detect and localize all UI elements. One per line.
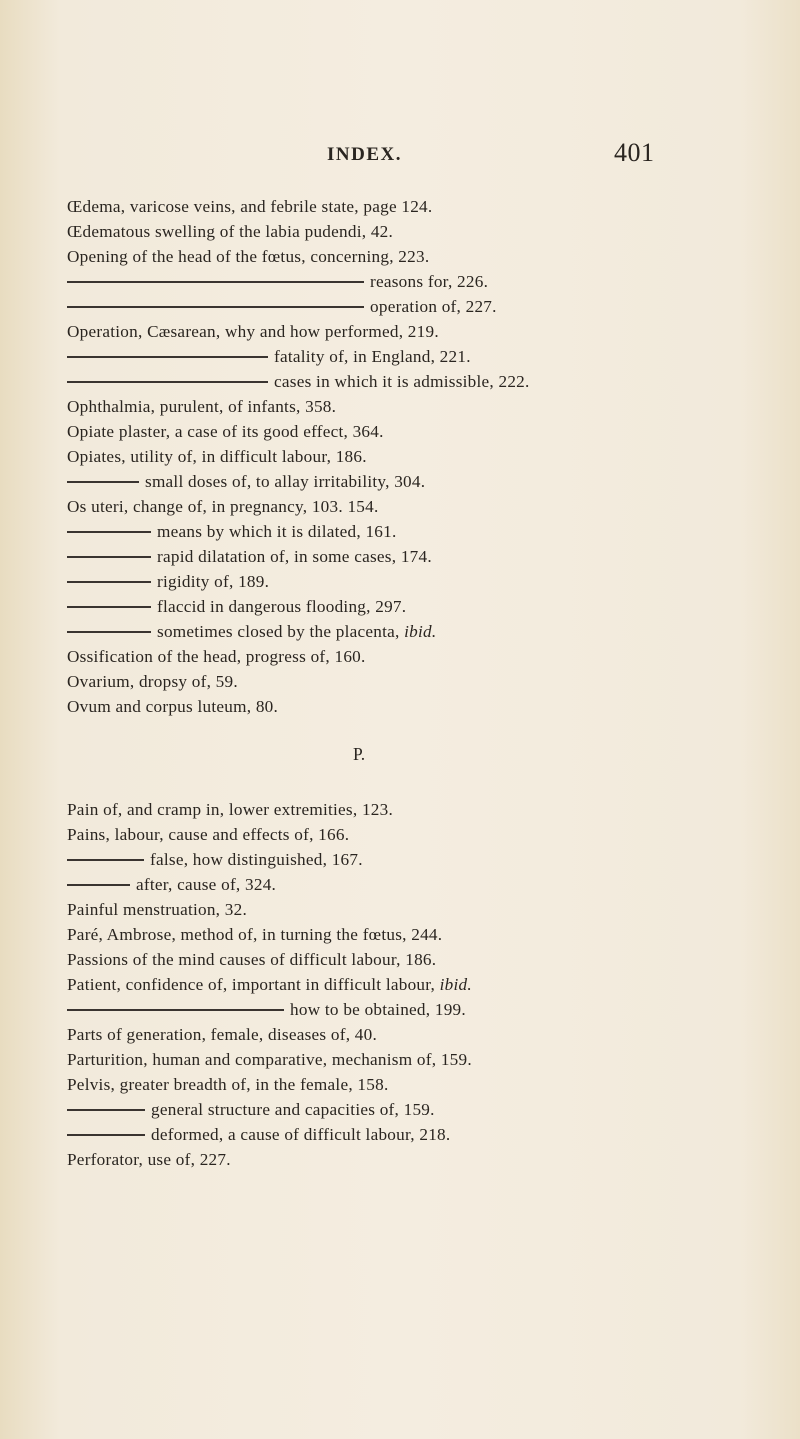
index-entry [67,1047,797,1072]
index-entry-text: Passions of the mind causes of difficult labour, 186. [67,950,437,969]
index-entry-text: Pelvis, greater breadth of, in the female, 158. [67,1075,389,1094]
index-entry-text: Os uteri, change of, in pregnancy, 103. 154. [67,497,379,516]
index-entry-text: Pains, labour, cause and effects of, 166. [67,825,350,844]
index-entry-text: false, how distinguished, 167. [150,850,363,869]
ditto-rule [67,581,151,582]
index-entry [67,219,797,244]
index-entry-text: small doses of, to allay irritability, 304. [145,472,426,491]
index-entry [67,194,797,219]
index-entry-text: Ophthalmia, purulent, of infants, 358. [67,397,337,416]
ditto-rule [67,1009,284,1010]
index-entry [67,1022,797,1047]
page-header [0,138,800,174]
ditto-rule [67,631,151,632]
ditto-rule [67,481,139,482]
index-entry-text: how to be obtained, 199. [290,1000,466,1019]
page-number: 401 [614,138,655,167]
index-entry [67,244,797,269]
index-entry [67,847,797,872]
ditto-rule [67,356,268,357]
index-entry-text: cases in which it is admissible, 222. [274,372,530,391]
index-entry-text: Operation, Cæsarean, why and how performed, 219. [67,322,439,341]
ditto-rule [67,859,144,860]
ditto-rule [67,556,151,557]
index-entry-text: Opiates, utility of, in difficult labour, 186. [67,447,367,466]
index-entry [67,369,797,394]
index-entry [67,644,797,669]
ditto-rule [67,381,268,382]
index-entry-text: Perforator, use of, 227. [67,1150,231,1169]
index-entry [67,1122,797,1147]
index-entry-text: general structure and capacities of, 159. [151,1100,435,1119]
index-entry-text: operation of, 227. [370,297,497,316]
index-entry [67,444,797,469]
index-entry-text: rigidity of, 189. [157,572,270,591]
index-entry [67,619,797,644]
index-entry-text: Opening of the head of the fœtus, concerning, 223. [67,247,430,266]
index-entry [67,997,797,1022]
index-entry-text: Ossification of the head, progress of, 160. [67,647,366,666]
index-entry-text: Parts of generation, female, diseases of, 40. [67,1025,378,1044]
index-entry [67,569,797,594]
index-entry-text: deformed, a cause of difficult labour, 218. [151,1125,451,1144]
index-entry [67,469,797,494]
index-entry [67,1147,797,1172]
index-entry-text: rapid dilatation of, in some cases, 174. [157,547,432,566]
index-entry-text: Opiate plaster, a case of its good effect, 364. [67,422,384,441]
index-entry [67,544,797,569]
ditto-rule [67,306,364,307]
index-entry [67,269,797,294]
index-entry [67,319,797,344]
index-entry [67,294,797,319]
index-entry-text: Painful menstruation, 32. [67,900,248,919]
ditto-rule [67,884,130,885]
index-entry [67,694,797,719]
index-entry [67,419,797,444]
index-entry [67,922,797,947]
index-entry-text: Patient, confidence of, important in difficult labour, [67,975,436,994]
index-entry [67,669,797,694]
index-entry-text: fatality of, in England, 221. [274,347,471,366]
index-entry-ibid: ibid. [439,975,472,994]
index-section-p [67,797,797,1172]
index-entry-text: Œdematous swelling of the labia pudendi, 42. [67,222,394,241]
index-entry [67,947,797,972]
index-entry [67,1097,797,1122]
index-entry-text: after, cause of, 324. [136,875,277,894]
index-entry [67,897,797,922]
index-entry [67,822,797,847]
index-entry-text: means by which it is dilated, 161. [157,522,397,541]
index-entry [67,494,797,519]
index-entry [67,519,797,544]
index-entry-ibid: ibid. [404,622,437,641]
index-entry [67,797,797,822]
index-entry [67,1072,797,1097]
index-entry [67,872,797,897]
index-entry [67,972,797,997]
index-entry-text: sometimes closed by the placenta, [157,622,400,641]
index-section-o [67,194,797,719]
ditto-rule [67,606,151,607]
index-entry-text: Parturition, human and comparative, mechanism of, 159. [67,1050,472,1069]
ditto-rule [67,1109,145,1110]
index-entry-text: Ovum and corpus luteum, 80. [67,697,279,716]
index-entry-text: Pain of, and cramp in, lower extremities, 123. [67,800,394,819]
running-title: INDEX. [327,144,402,165]
index-entry-text: Ovarium, dropsy of, 59. [67,672,238,691]
ditto-rule [67,531,151,532]
index-entry [67,594,797,619]
index-entry-text: Paré, Ambrose, method of, in turning the fœtus, 244. [67,925,443,944]
index-entry-text: Œdema, varicose veins, and febrile state, page 124. [67,197,433,216]
index-entry [67,394,797,419]
ditto-rule [67,281,364,282]
index-entry-text: reasons for, 226. [370,272,489,291]
index-entry [67,344,797,369]
index-entries [67,194,797,1172]
section-letter-p: P. [353,744,366,764]
ditto-rule [67,1134,145,1135]
index-entry-text: flaccid in dangerous flooding, 297. [157,597,407,616]
